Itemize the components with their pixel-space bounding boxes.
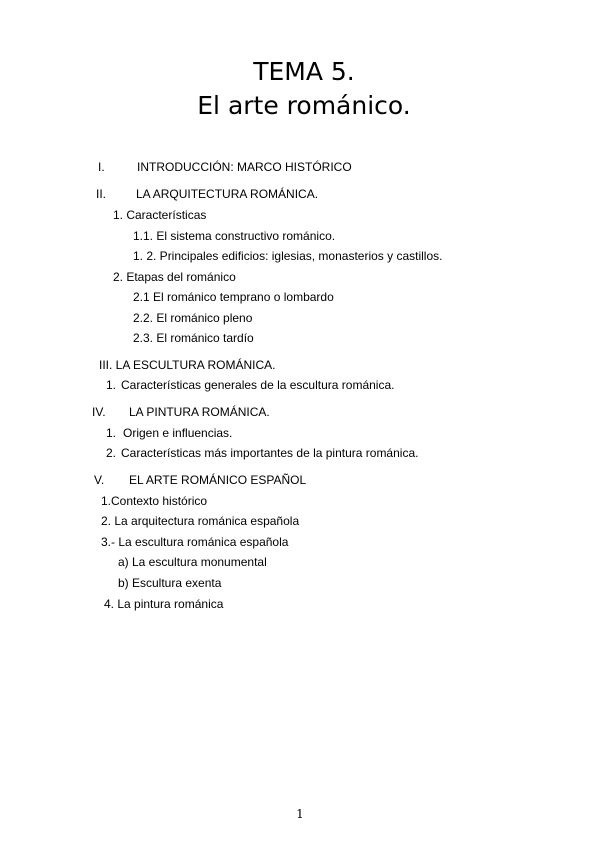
- section-title: LA PINTURA ROMÁNICA.: [129, 405, 270, 419]
- title-line-1: TEMA 5.: [253, 57, 355, 86]
- page-number: 1: [296, 807, 304, 821]
- toc-item: 1. Características: [113, 208, 207, 222]
- toc-section-4: [92, 404, 270, 420]
- toc-item: [106, 425, 232, 441]
- toc-item: [106, 377, 394, 393]
- toc-item: 4. La pintura románica: [104, 597, 224, 611]
- toc-item: 2.2. El románico pleno: [133, 311, 253, 325]
- section-number: V.: [94, 473, 105, 487]
- toc-section-5: [94, 472, 306, 488]
- item-text: Características más importantes de la pintura románica.: [121, 446, 419, 460]
- toc-item: 2.1 El románico temprano o lombardo: [133, 290, 334, 304]
- item-number: 1.: [106, 378, 117, 392]
- toc-item: 2.3. El románico tardío: [133, 331, 254, 345]
- toc-item: 1.1. El sistema constructivo románico.: [133, 229, 336, 243]
- section-title: EL ARTE ROMÁNICO ESPAÑOL: [129, 473, 307, 487]
- toc-item: [106, 445, 418, 461]
- section-title: LA ARQUITECTURA ROMÁNICA.: [136, 187, 319, 201]
- toc-item: 2. Etapas del románico: [113, 270, 236, 284]
- toc-item: b) Escultura exenta: [118, 576, 222, 590]
- section-number: I.: [98, 160, 105, 174]
- toc-item: 1.Contexto histórico: [101, 494, 208, 508]
- toc-item: 2. La arquitectura románica española: [101, 514, 300, 528]
- item-number: 2.: [106, 446, 117, 460]
- toc-section-2: [96, 186, 318, 202]
- item-text: Características generales de la escultura románica.: [121, 378, 395, 392]
- toc-item: 1. 2. Principales edificios: iglesias, monasterios y castillos.: [133, 249, 443, 263]
- section-number: IV.: [92, 405, 106, 419]
- toc-section-3: III. LA ESCULTURA ROMÁNICA.: [99, 358, 276, 372]
- item-text: Origen e influencias.: [123, 426, 233, 440]
- section-number: II.: [96, 187, 107, 201]
- title-line-2: El arte románico.: [197, 91, 411, 120]
- toc-item: a) La escultura monumental: [118, 555, 267, 569]
- toc-item: 3.- La escultura románica española: [101, 535, 289, 549]
- toc-section-1: [98, 159, 352, 175]
- item-number: 1.: [106, 426, 117, 440]
- section-title: INTRODUCCIÓN: MARCO HISTÓRICO: [137, 160, 352, 174]
